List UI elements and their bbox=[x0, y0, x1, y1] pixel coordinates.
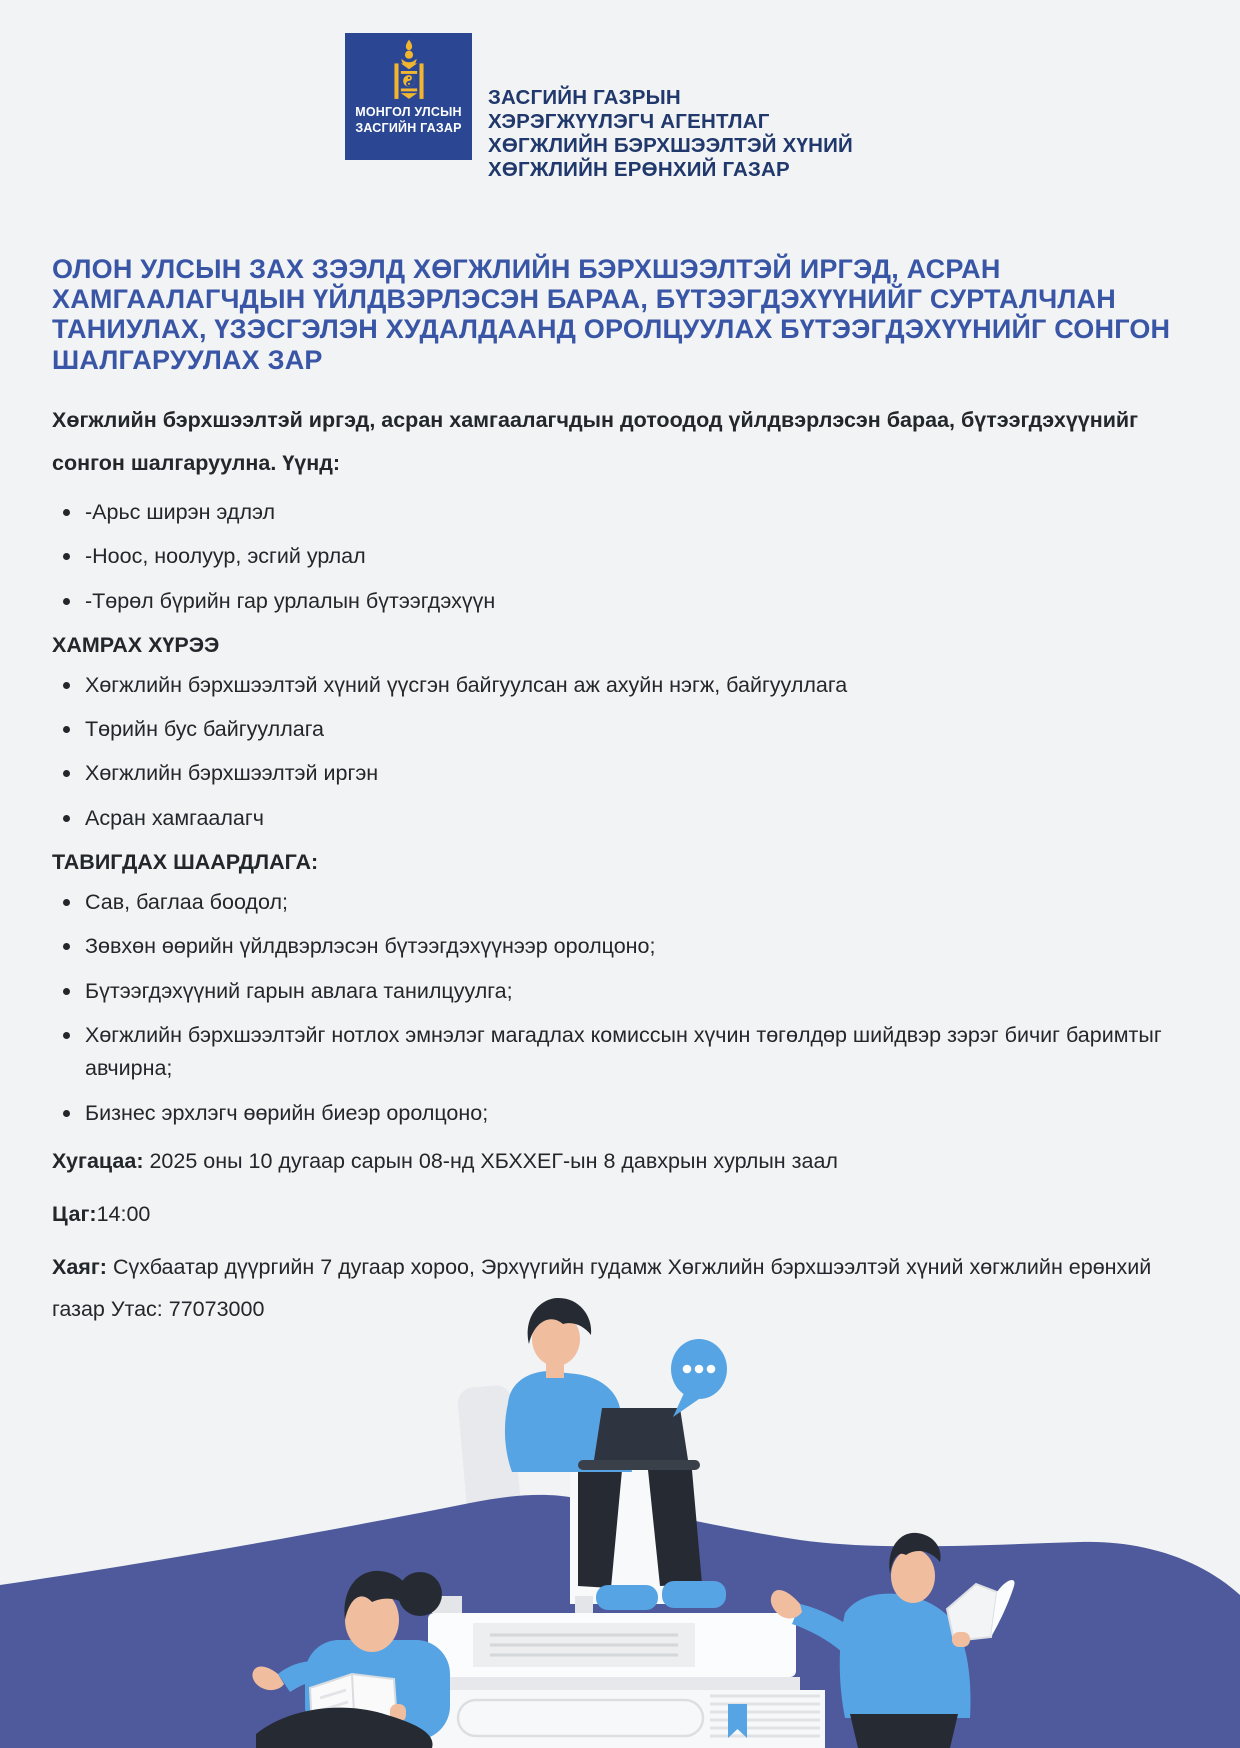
list-item: Сав, баглаа боодол; bbox=[52, 886, 1182, 919]
logo-caption-line1: МОНГОЛ УЛСЫН bbox=[355, 105, 462, 119]
book-stack bbox=[425, 1596, 825, 1748]
list-item: Хөгжлийн бэрхшээлтэй иргэн bbox=[52, 757, 1182, 790]
soyombo-triangle-bottom bbox=[400, 93, 416, 99]
agency-name bbox=[488, 86, 853, 182]
sneaker bbox=[596, 1585, 658, 1610]
soyombo-yinyang-dot-bottom bbox=[407, 83, 409, 85]
list-item: Бүтээгдэхүүний гарын авлага танилцуулга; bbox=[52, 975, 1182, 1008]
agency-line: ХЭРЭГЖҮҮЛЭГЧ АГЕНТЛАГ bbox=[488, 109, 770, 133]
list-item: Асран хамгаалагч bbox=[52, 802, 1182, 835]
schedule-label: Хугацаа: bbox=[52, 1148, 144, 1173]
soyombo-yinyang-dot-top bbox=[407, 77, 409, 79]
agency-line: ХӨГЖЛИЙН ЕРӨНХИЙ ГАЗАР bbox=[488, 157, 790, 181]
head bbox=[891, 1549, 935, 1603]
list-item: Төрийн бус байгууллага bbox=[52, 713, 1182, 746]
bubble-dot bbox=[683, 1365, 692, 1374]
soyombo-bar-bottom bbox=[400, 88, 416, 91]
list-item: -Ноос, ноолуур, эсгий урлал bbox=[52, 540, 1182, 573]
list-item: Хөгжлийн бэрхшээлтэйг нотлох эмнэлэг магадлах комиссын хүчин төгөлдөр шийдвэр зэрэг бичиг баримтыг авчирна; bbox=[52, 1019, 1182, 1086]
soyombo-flame bbox=[405, 40, 411, 51]
address-line bbox=[52, 1247, 1182, 1331]
address-value: Сүхбаатар дүүргийн 7 дугаар хороо, Эрхүүгийн гудамж Хөгжлийн бэрхшээлтэй хүний хөгжлийн ерөнхий газар Утас: 77073000 bbox=[52, 1254, 1152, 1321]
bubble-dot bbox=[707, 1365, 716, 1374]
time-value: 14:00 bbox=[96, 1201, 151, 1226]
time-line bbox=[52, 1194, 1182, 1236]
soyombo-sun bbox=[404, 51, 412, 59]
list-item: -Төрөл бүрийн гар урлалын бүтээгдэхүүн bbox=[52, 585, 1182, 618]
logo-caption-line2: ЗАСГИЙН ГАЗАР bbox=[355, 120, 462, 135]
time-label: Цаг: bbox=[52, 1201, 97, 1226]
schedule-value: 2025 оны 10 дугаар сарын 08-нд ХБХХЕГ-ын 8 давхрын хурлын заал bbox=[149, 1148, 838, 1173]
speech-bubble-icon bbox=[671, 1339, 727, 1417]
stack-spine bbox=[503, 1596, 545, 1613]
requirements-list bbox=[52, 886, 1182, 1130]
pants bbox=[850, 1714, 958, 1748]
soyombo-emblem-icon bbox=[380, 39, 438, 103]
scope-list bbox=[52, 669, 1182, 835]
address-label: Хаяг: bbox=[52, 1254, 107, 1279]
announcement-title: ОЛОН УЛСЫН ЗАХ ЗЭЭЛД ХӨГЖЛИЙН БЭРХШЭЭЛТЭЙ ИРГЭД, АСРАН ХАМГААЛАГЧДЫН ҮЙЛДВЭРЛЭСЭН БАРАА, БҮТЭЭГДЭХҮҮНИЙГ СУРТАЛЧЛАН ТАНИУЛАХ, ҮЗЭСГЭЛЭН ХУДАЛДААНД ОРОЛЦУУЛАХ БҮТЭЭГДЭХҮҮНИЙГ СОНГОН ШАЛГАРУУЛАХ ЗАР bbox=[52, 253, 1171, 375]
announcement-body bbox=[0, 254, 1240, 1331]
soyombo-pillar-left bbox=[394, 63, 398, 98]
laptop-base bbox=[578, 1460, 700, 1470]
bubble-dot bbox=[695, 1365, 704, 1374]
product-list bbox=[52, 496, 1182, 618]
requirements-heading: ТАВИГДАХ ШААРДЛАГА: bbox=[52, 850, 319, 875]
agency-line: ЗАСГИЙН ГАЗРЫН bbox=[488, 86, 681, 109]
soyombo-pillar-right bbox=[419, 63, 423, 98]
sneaker bbox=[662, 1581, 726, 1608]
schedule-line bbox=[52, 1141, 1182, 1183]
logo-caption bbox=[355, 105, 462, 136]
list-item: Хөгжлийн бэрхшээлтэй хүний үүсгэн байгуулсан аж ахуйн нэгж, байгууллага bbox=[52, 669, 1182, 702]
list-item: -Арьс ширэн эдлэл bbox=[52, 496, 1182, 529]
government-header bbox=[0, 0, 1240, 182]
government-logo bbox=[345, 33, 472, 160]
scope-heading: ХАМРАХ ХҮРЭЭ bbox=[52, 632, 220, 657]
soyombo-bar-top bbox=[400, 71, 416, 74]
hand bbox=[952, 1632, 970, 1647]
list-item: Бизнес эрхлэгч өөрийн биеэр оролцоно; bbox=[52, 1097, 1182, 1130]
stack-spine bbox=[554, 1596, 567, 1613]
intro-paragraph: Хөгжлийн бэрхшээлтэй иргэд, асран хамгаалагчдын дотоодод үйлдвэрлэсэн бараа, бүтээгдэхүүнийг сонгон шалгаруулна. Үүнд: bbox=[52, 407, 1139, 475]
mid-book bbox=[438, 1677, 800, 1690]
soyombo-triangle-top bbox=[400, 63, 416, 69]
agency-line: ХӨГЖЛИЙН БЭРХШЭЭЛТЭЙ ХҮНИЙ bbox=[488, 133, 853, 157]
list-item: Зөвхөн өөрийн үйлдвэрлэсэн бүтээгдэхүүнээр оролцоно; bbox=[52, 930, 1182, 963]
stack-tab bbox=[575, 1596, 593, 1613]
